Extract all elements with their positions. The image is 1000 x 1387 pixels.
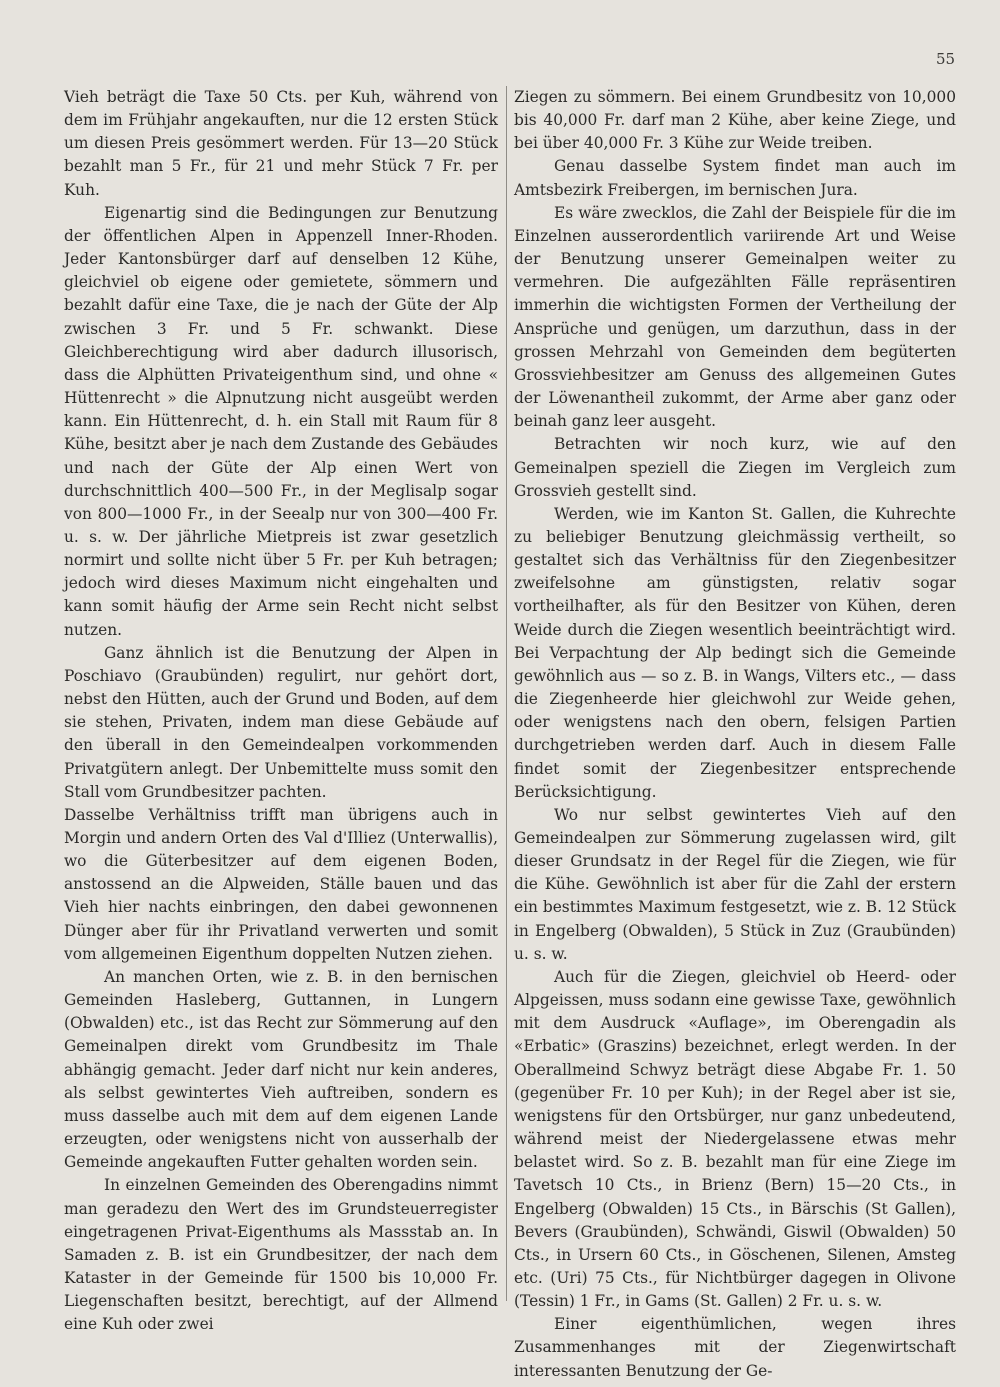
paragraph: Einer eigenthümlichen, wegen ihres Zusammenhanges mit der Ziegenwirtschaft interessanten Benutzung der Ge-	[514, 1315, 956, 1380]
paragraph: Ziegen zu sömmern. Bei einem Grundbesitz von 10,000 bis 40,000 Fr. darf man 2 Kühe, aber keine Ziege, und bei über 40,000 Fr. 3 Kühe zur Weide treiben.	[514, 88, 956, 153]
page-number: 55	[936, 50, 956, 68]
paragraph: An manchen Orten, wie z. B. in den bernischen Gemeinden Hasleberg, Guttannen, in Lungern (Obwalden) etc., ist das Recht zur Sömmerung auf den Gemeinalpen direkt vom Grundbesitz im Thale abhängig gemacht. Jeder darf nicht nur kein anderes, als selbst gewintertes Vieh auftreiben, sondern es muss dasselbe auch mit dem auf dem eigenen Lande erzeugten, oder wenigstens nicht von ausserhalb der Gemeinde angekauften Futter gehalten worden sein.	[64, 967, 498, 1172]
paragraph: Es wäre zwecklos, die Zahl der Beispiele für die im Einzelnen ausserordentlich variirende Art und Weise der Benutzung unserer Gemeinalpen weiter zu vermehren. Die aufgezählten Fälle repräsentiren immerhin die wichtigsten Formen der Vertheilung der Ansprüche und genügen, um darzuthun, dass in der grossen Mehrzahl von Gemeinden dem begüterten Grossviehbesitzer am Genuss des allgemeinen Gutes der Löwenantheil zukommt, der Arme aber ganz oder beinah ganz leer ausgeht.	[514, 203, 956, 431]
paragraph: Betrachten wir noch kurz, wie auf den Gemeinalpen speziell die Ziegen im Vergleich zum Grossvieh gestellt sind.	[514, 435, 956, 500]
paragraph: Dasselbe Verhältniss trifft man übrigens auch in Morgin und andern Orten des Val d'Illiez (Unterwallis), wo die Güterbesitzer auf dem eigenen Boden, anstossend an die Alpweiden, Ställe bauen und das Vieh hier nachts einbringen, den dabei gewonnenen Dünger aber für ihr Privatland verwerten und somit vom allgemeinen Eigenthum doppelten Nutzen ziehen.	[64, 805, 498, 963]
paragraph: Wo nur selbst gewintertes Vieh auf den Gemeindealpen zur Sömmerung zugelassen wird, gilt dieser Grundsatz in der Regel für die Ziegen, wie für die Kühe. Gewöhnlich ist aber für die Zahl der erstern ein bestimmtes Maximum festgesetzt, wie z. B. 12 Stück in Engelberg (Obwalden), 5 Stück in Zuz (Graubünden) u. s. w.	[514, 805, 956, 963]
left-column	[64, 86, 498, 1336]
paragraph: Eigenartig sind die Bedingungen zur Benutzung der öffentlichen Alpen in Appenzell Inner-Rhoden. Jeder Kantonsbürger darf auf denselben 12 Kühe, gleichviel ob eigene oder gemietete, sömmern und bezahlt dafür eine Taxe, die je nach der Güte der Alp zwischen 3 Fr. und 5 Fr. schwankt. Diese Gleichberechtigung wird aber dadurch illusorisch, dass die Alphütten Privateigenthum sind, und ohne « Hüttenrecht » die Alpnutzung nicht ausgeübt werden kann. Ein Hüttenrecht, d. h. ein Stall mit Raum für 8 Kühe, besitzt aber je nach dem Zustande des Gebäudes und nach der Güte der Alp einen Wert von durchschnittlich 400—500 Fr., in der Meglisalp sogar von 800—1000 Fr., in der Seealp nur von 300—400 Fr. u. s. w. Der jährliche Mietpreis ist zwar gesetzlich normirt und sollte nicht über 5 Fr. per Kuh betragen; jedoch wird dieses Maximum nicht eingehalten und kann somit häufig der Arme sein Recht nicht selbst nutzen.	[64, 203, 498, 639]
paragraph: Vieh beträgt die Taxe 50 Cts. per Kuh, während von dem im Frühjahr angekauften, nur die 12 ersten Stück um diesen Preis gesömmert werden. Für 13—20 Stück bezahlt man 5 Fr., für 21 und mehr Stück 7 Fr. per Kuh.	[64, 88, 498, 199]
paragraph: Werden, wie im Kanton St. Gallen, die Kuhrechte zu beliebiger Benutzung gleichmässig vertheilt, so gestaltet sich das Verhältniss für den Ziegenbesitzer zweifelsohne am günstigsten, relativ sogar vortheilhafter, als für den Besitzer von Kühen, deren Weide durch die Ziegen wesentlich beeinträchtigt wird. Bei Verpachtung der Alp bedingt sich die Gemeinde gewöhnlich aus — so z. B. in Wangs, Vilters etc., — dass die Ziegenheerde hier gleichwohl zur Weide gehen, oder wenigstens nach den obern, felsigen Partien durchgetrieben werden darf. Auch in diesem Falle findet somit der Ziegenbesitzer entsprechende Berücksichtigung.	[514, 504, 956, 801]
column-divider	[506, 86, 507, 1301]
paragraph: In einzelnen Gemeinden des Oberengadins nimmt man geradezu den Wert des im Grundsteuerregister eingetragenen Privat-Eigenthums als Massstab an. In Samaden z. B. ist ein Grundbesitzer, der nach dem Kataster in der Gemeinde für 1500 bis 10,000 Fr. Liegenschaften besitzt, berechtigt, auf der Allmend eine Kuh oder zwei	[64, 1176, 498, 1334]
right-column	[514, 86, 956, 1383]
paragraph: Auch für die Ziegen, gleichviel ob Heerd- oder Alpgeissen, muss sodann eine gewisse Taxe, gewöhnlich mit dem Ausdruck «Auflage», im Oberengadin als «Erbatic» (Graszins) bezeichnet, erlegt werden. In der Oberallmeind Schwyz beträgt diese Abgabe Fr. 1. 50 (gegenüber Fr. 10 per Kuh); in der Regel aber ist sie, wenigstens für den Ortsbürger, nur ganz unbedeutend, während meist der Niedergelassene etwas mehr belastet wird. So z. B. bezahlt man für eine Ziege im Tavetsch 10 Cts., in Brienz (Bern) 15—20 Cts., in Engelberg (Obwalden) 15 Cts., in Bärschis (St Gallen), Bevers (Graubünden), Schwändi, Giswil (Obwalden) 50 Cts., in Ursern 60 Cts., in Göschenen, Silenen, Amsteg etc. (Uri) 75 Cts., für Nichtbürger dagegen in Olivone (Tessin) 1 Fr., in Gams (St. Gallen) 2 Fr. u. s. w.	[514, 967, 956, 1311]
paragraph: Ganz ähnlich ist die Benutzung der Alpen in Poschiavo (Graubünden) regulirt, nur gehört dort, nebst den Hütten, auch der Grund und Boden, auf dem sie stehen, Privaten, indem man diese Gebäude auf den überall in den Gemeindealpen vorkommenden Privatgütern anlegt. Der Unbemittelte muss somit den Stall vom Grundbesitzer pachten.	[64, 643, 498, 801]
paragraph: Genau dasselbe System findet man auch im Amtsbezirk Freibergen, im bernischen Jura.	[514, 157, 956, 199]
